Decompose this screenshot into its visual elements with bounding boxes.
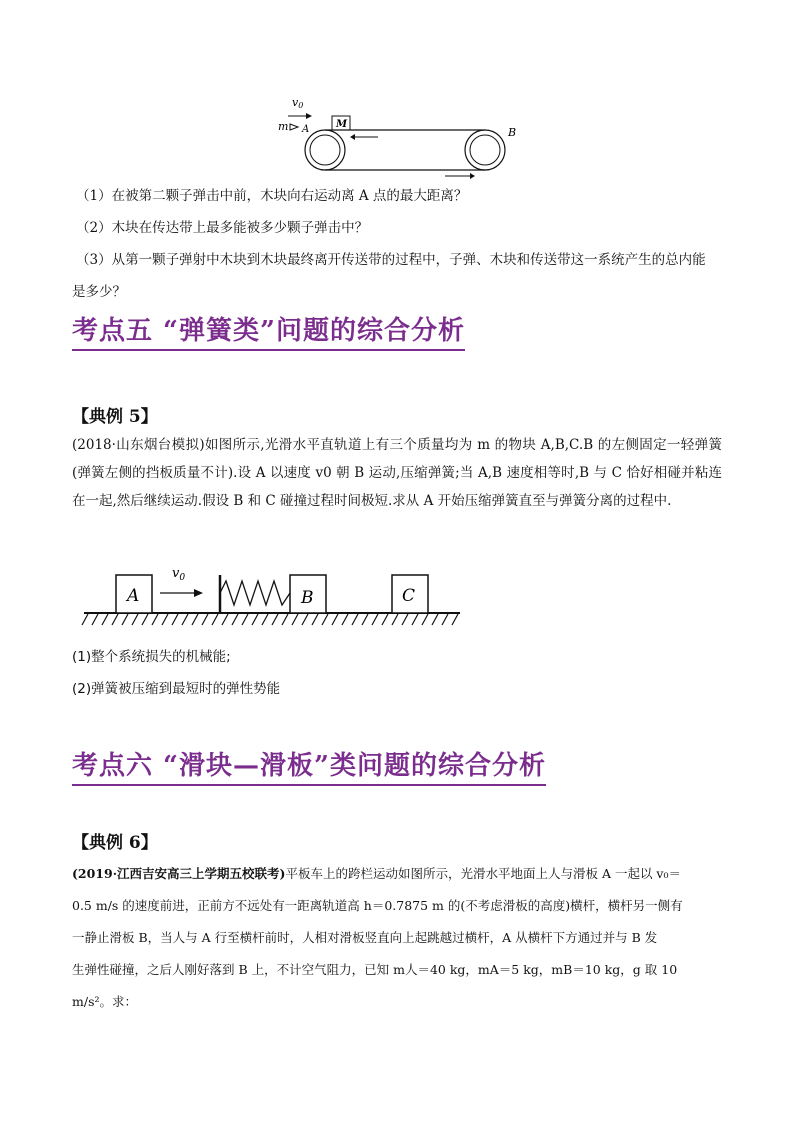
spring: [220, 581, 290, 605]
question-4-3-line2: 是多少？: [72, 284, 126, 300]
figure1-m-label: m: [278, 120, 289, 133]
conveyor-belt-figure: [270, 92, 530, 184]
example-6-line1: [72, 864, 681, 884]
velocity-arrow: [194, 589, 203, 597]
example-5-text: (2018·山东烟台模拟)如图所示,光滑水平直轨道上有三个质量均为 m 的物块 A,B,C.B 的左侧固定一轻弹簧(弹簧左侧的挡板质量不计).设 A 以速度 v0 朝 B 运动,压缩弹簧;当 A,B 速度相等时,B 与 C 恰好相碰并粘连在一起,然后继续运动.假设 B 和 C 碰撞过程时间极短.求从 A 开始压缩弹簧直至与弹簧分离的过程中.: [72, 437, 722, 509]
figure1-a-label: A: [302, 124, 310, 135]
question-5-2: (2)弹簧被压缩到最短时的弹性势能: [72, 681, 281, 697]
left-pulley: [305, 130, 345, 170]
example-6-line2: 0.5 m/s 的速度前进，正前方不远处有一距离轨道高 h＝0.7875 m 的(不考虑滑板的高度)横杆，横杆另一侧有: [72, 898, 683, 913]
question-4-2: （2）木块在传达带上最多能被多少颗子弹击中？: [76, 220, 369, 236]
example-6-tag: 【典例 6】: [72, 833, 158, 853]
ground-hatching: [82, 614, 458, 625]
section-5-title: 考点五 “弹簧类”问题的综合分析: [72, 310, 465, 351]
block-a-label: A: [127, 586, 140, 606]
block-b-label: B: [301, 588, 314, 608]
right-pulley: [465, 130, 505, 170]
figure1-block-m-label: M: [336, 119, 348, 130]
example-5-tag: 【典例 5】: [72, 407, 158, 427]
bullet-icon: [290, 124, 298, 130]
example-6-source: (2019·江西吉安高三上学期五校联考): [72, 866, 286, 881]
spring-blocks-figure: [80, 565, 465, 627]
figure1-b-label: B: [508, 126, 517, 139]
question-5-1: (1)整个系统损失的机械能;: [72, 649, 231, 665]
figure1-v0-label: v0: [292, 96, 304, 110]
section-6-title: 考点六 “滑块—滑板”类问题的综合分析: [72, 745, 546, 786]
example-6-line3: 一静止滑板 B，当人与 A 行至横杆前时，人相对滑板竖直向上起跳越过横杆，A 从横杆下方通过并与 B 发: [72, 930, 658, 945]
example-6-line5: m/s²。求：: [72, 994, 137, 1009]
block-c-label: C: [402, 586, 416, 606]
question-4-1: （1）在被第二颗子弹击中前，木块向右运动离 A 点的最大距离？: [76, 188, 468, 204]
question-4-3-line1: （3）从第一颗子弹射中木块到木块最终离开传送带的过程中，子弹、木块和传送带这一系统产生的总内能: [76, 252, 706, 268]
v0-label: $v_0$: [172, 566, 186, 583]
example-6-line4: 生弹性碰撞，之后人刚好落到 B 上，不计空气阻力，已知 m人＝40 kg，mA＝5 kg，mB＝10 kg，g 取 10: [72, 962, 678, 977]
example-6-line1-text: 平板车上的跨栏运动如图所示，光滑水平地面上人与滑板 A 一起以 v₀＝: [285, 866, 682, 881]
